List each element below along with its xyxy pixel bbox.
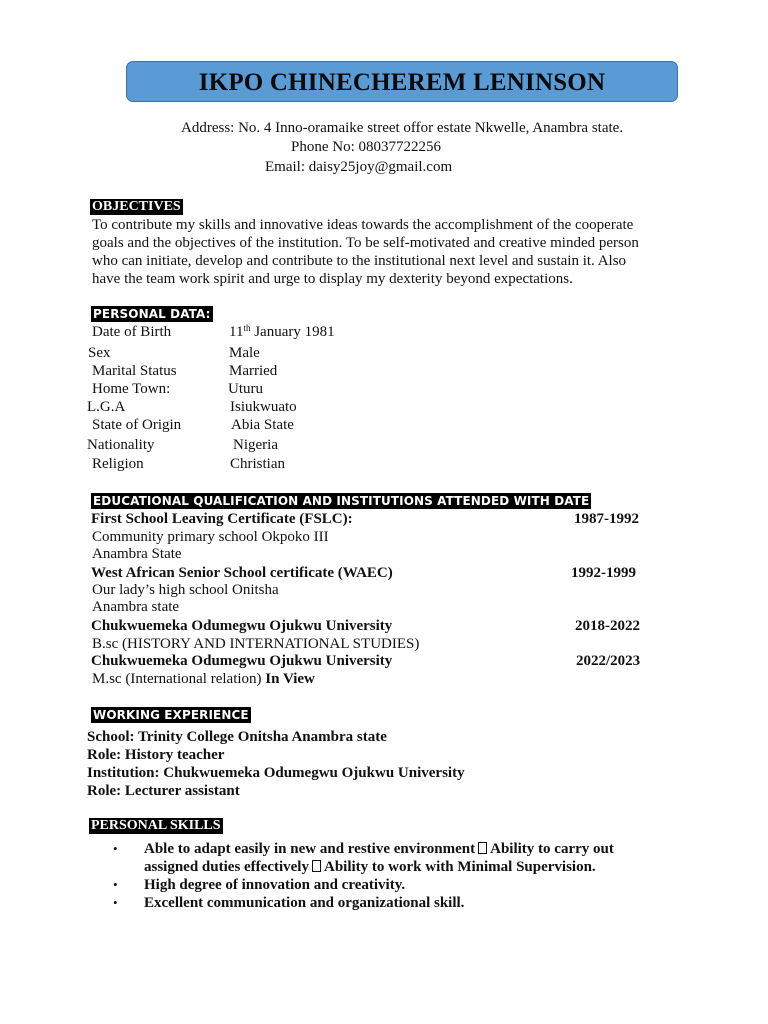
objectives-heading: OBJECTIVES: [92, 199, 181, 214]
list-item: • Able to adapt easily in new and restive environment Ability to carry out: [113, 841, 614, 857]
lga-label: L.G.A: [87, 399, 126, 415]
personal-data-heading: PERSONAL DATA:: [93, 307, 211, 321]
religion-value: Christian: [230, 456, 285, 472]
skills-list: [113, 840, 614, 912]
education-title: West African Senior School certificate (WAEC): [91, 565, 393, 581]
sex-label: Sex: [88, 345, 111, 361]
list-item: • High degree of innovation and creativity.: [113, 877, 406, 893]
work-line: School: Trinity College Onitsha Anambra state: [87, 729, 387, 745]
objectives-text: [92, 216, 672, 288]
education-title: Chukwuemeka Odumegwu Ojukwu University: [91, 618, 393, 634]
work-experience-heading: WORKING EXPERIENCE: [93, 708, 249, 722]
nationality-label: Nationality: [87, 437, 155, 453]
personal-skills-heading: PERSONAL SKILLS: [91, 818, 221, 833]
education-institution: Community primary school Okpoko III: [92, 529, 329, 545]
work-line: Role: Lecturer assistant: [87, 783, 240, 799]
education-title: Chukwuemeka Odumegwu Ojukwu University: [91, 653, 393, 669]
missing-glyph-icon: [312, 860, 321, 872]
work-line: Role: History teacher: [87, 747, 225, 763]
home-town-label: Home Town:: [92, 381, 171, 397]
state-of-origin-label: State of Origin: [92, 417, 182, 433]
education-institution: Our lady’s high school Onitsha: [92, 582, 279, 598]
dob-value: 11th January 1981: [229, 323, 335, 340]
address: Address: No. 4 Inno-oramaike street offor estate Nkwelle, Anambra state.: [181, 120, 624, 136]
bullet-icon: •: [113, 841, 118, 856]
email: Email: daisy25joy@gmail.com: [265, 159, 453, 175]
state-of-origin-value: Abia State: [231, 417, 294, 433]
phone: Phone No: 08037722256: [291, 139, 441, 155]
list-item: • Excellent communication and organizational skill.: [113, 895, 465, 911]
education-date: 1987-1992: [574, 511, 639, 527]
marital-status-label: Marital Status: [92, 363, 177, 379]
in-view-note: In View: [265, 671, 315, 687]
missing-glyph-icon: [478, 842, 487, 854]
religion-label: Religion: [92, 456, 144, 472]
bullet-icon: •: [113, 895, 118, 910]
name-banner: [126, 61, 678, 102]
education-heading: EDUCATIONAL QUALIFICATION AND INSTITUTIONS ATTENDED WITH DATE: [93, 494, 590, 508]
education-location: Anambra state: [92, 599, 180, 615]
candidate-name: IKPO CHINECHEREM LENINSON: [198, 69, 606, 96]
objectives-line: To contribute my skills and innovative ideas towards the accomplishment of the cooperate: [92, 217, 634, 233]
education-degree: B.sc (HISTORY AND INTERNATIONAL STUDIES): [92, 636, 420, 652]
education-title: First School Leaving Certificate (FSLC):: [91, 511, 353, 527]
education-date: 1992-1999: [571, 565, 636, 581]
dob-label: Date of Birth: [92, 324, 172, 340]
objectives-line: who can initiate, develop and contribute to the institutional next level and sustain it. Also: [92, 253, 627, 269]
marital-status-value: Married: [229, 363, 278, 379]
education-degree: M.sc (International relation) In View: [92, 671, 315, 687]
home-town-value: Uturu: [228, 381, 263, 397]
objectives-line: have the team work spirit and urge to display my dexterity beyond expectations.: [92, 271, 573, 287]
education-date: 2018-2022: [575, 618, 640, 634]
nationality-value: Nigeria: [233, 437, 278, 453]
lga-value: Isiukwuato: [230, 399, 297, 415]
objectives-line: goals and the objectives of the institution. To be self-motivated and creative minded person: [92, 235, 639, 251]
sex-value: Male: [229, 345, 260, 361]
education-date: 2022/2023: [576, 653, 641, 669]
education-location: Anambra State: [92, 546, 182, 562]
work-line: Institution: Chukwuemeka Odumegwu Ojukwu University: [87, 765, 465, 781]
bullet-icon: •: [113, 877, 118, 892]
list-item-continuation: assigned duties effectively Ability to work with Minimal Supervision.: [144, 859, 596, 875]
